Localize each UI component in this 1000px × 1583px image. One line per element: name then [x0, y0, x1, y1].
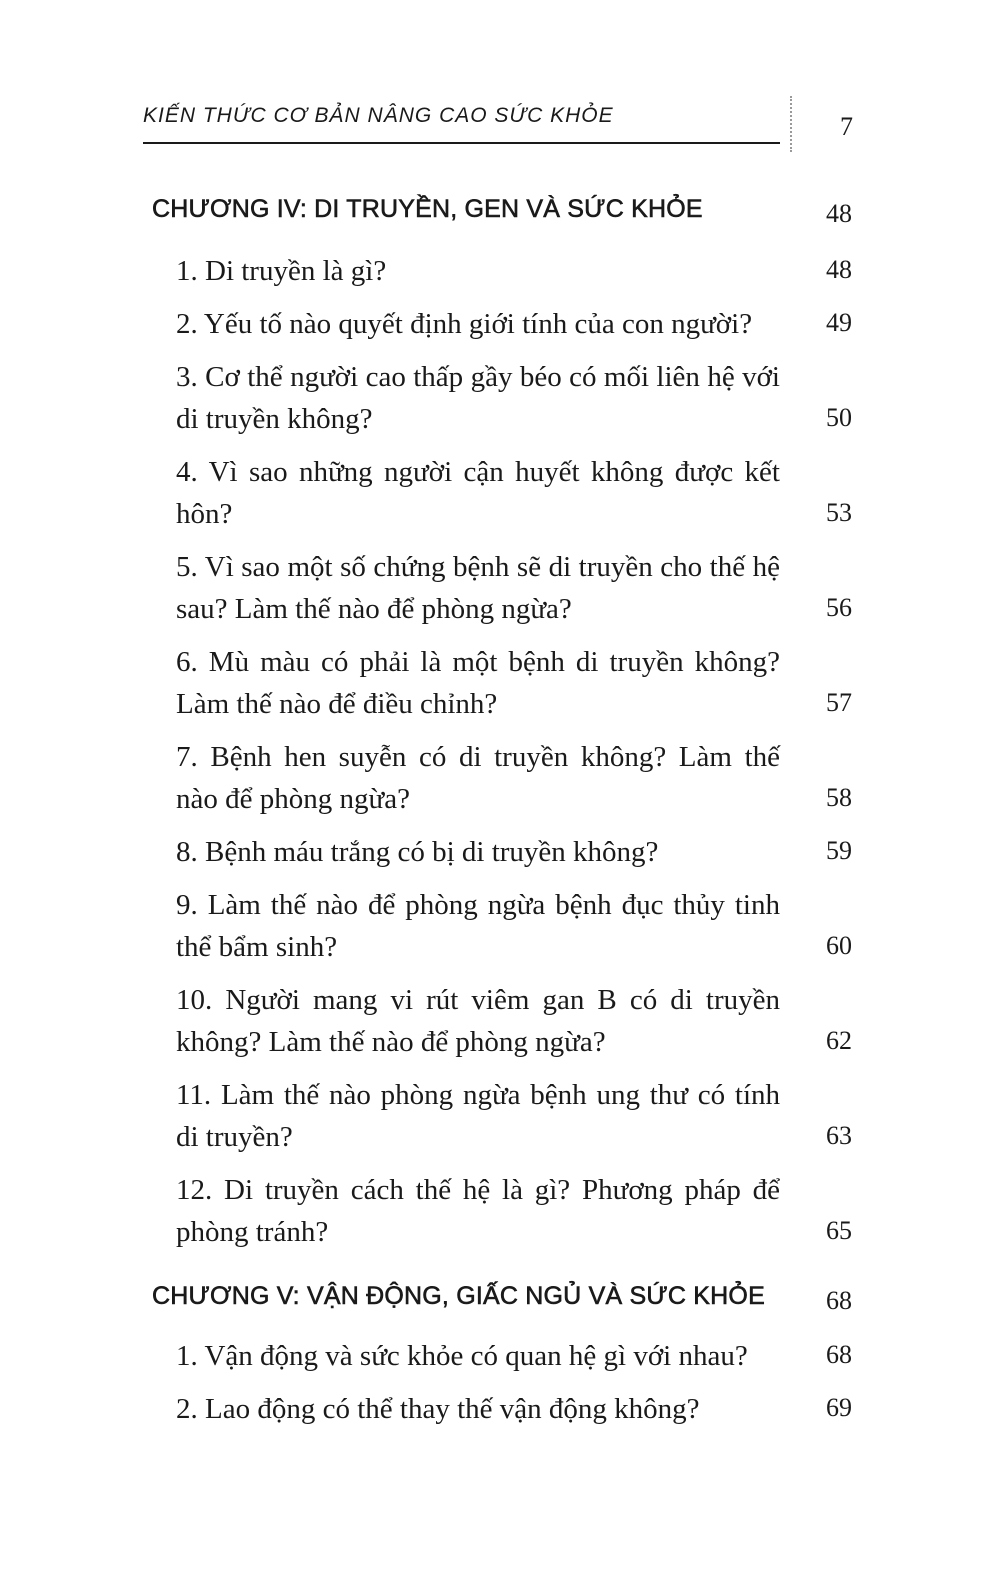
toc-entry[interactable]: [176, 736, 858, 820]
toc-entry[interactable]: [176, 1074, 858, 1158]
toc-entry-page-number: 65: [826, 1216, 852, 1245]
toc-entry-page-number: 59: [826, 836, 852, 865]
toc-entry-text: 8. Bệnh máu trắng có bị di truyền không?: [176, 836, 659, 868]
toc-entry[interactable]: [176, 303, 858, 345]
chapter-title: CHƯƠNG V: VẬN ĐỘNG, GIẤC NGỦ VÀ SỨC KHỎE: [152, 1282, 765, 1310]
toc-entry-text: 9. Làm thế nào để phòng ngừa bệnh đục thủy tinh thể bẩm sinh?: [176, 889, 780, 963]
toc-entry-page-number: 50: [826, 403, 852, 432]
toc-entry-page-number: 63: [826, 1121, 852, 1150]
toc-entry-page-number: 56: [826, 593, 852, 622]
toc-entry[interactable]: [176, 979, 858, 1063]
toc-entry-page-number: 58: [826, 783, 852, 812]
toc-entry-text: 11. Làm thế nào phòng ngừa bệnh ung thư có tính di truyền?: [176, 1079, 780, 1153]
toc-entry-text: 1. Di truyền là gì?: [176, 255, 387, 287]
toc-entry[interactable]: [176, 831, 858, 873]
toc-entry-page-number: 69: [826, 1393, 852, 1422]
toc-entry-text: 6. Mù màu có phải là một bệnh di truyền không? Làm thế nào để điều chỉnh?: [176, 646, 780, 720]
toc-entry[interactable]: [176, 1169, 858, 1253]
toc-entry[interactable]: [176, 451, 858, 535]
toc-entry-text: 12. Di truyền cách thế hệ là gì? Phương pháp để phòng tránh?: [176, 1174, 780, 1248]
toc-entry-page-number: 62: [826, 1026, 852, 1055]
toc-entry-page-number: 60: [826, 931, 852, 960]
toc-entry[interactable]: [176, 250, 858, 292]
running-header-title: KIẾN THỨC CƠ BẢN NÂNG CAO SỨC KHỎE: [143, 104, 614, 127]
toc-entry-text: 10. Người mang vi rút viêm gan B có di truyền không? Làm thế nào để phòng ngừa?: [176, 984, 780, 1058]
toc-entry[interactable]: [176, 1388, 858, 1430]
toc-entry-text: 2. Yếu tố nào quyết định giới tính của con người?: [176, 308, 753, 340]
toc-entry-page-number: 57: [826, 688, 852, 717]
toc-entry-page-number: 53: [826, 498, 852, 527]
toc-entry-text: 7. Bệnh hen suyễn có di truyền không? Làm thế nào để phòng ngừa?: [176, 741, 780, 815]
toc-entry-page-number: 68: [826, 1340, 852, 1369]
page-number: 7: [840, 112, 853, 141]
chapter-page-number: 48: [826, 199, 852, 228]
chapter-page-number: 68: [826, 1286, 852, 1315]
toc-entry[interactable]: [176, 1335, 858, 1377]
toc-entry[interactable]: [176, 884, 858, 968]
toc-entry[interactable]: [176, 546, 858, 630]
toc-entry-text: 3. Cơ thể người cao thấp gầy béo có mối liên hệ với di truyền không?: [176, 361, 780, 435]
chapter-title: CHƯƠNG IV: DI TRUYỀN, GEN VÀ SỨC KHỎE: [152, 195, 703, 223]
toc-entry-text: 4. Vì sao những người cận huyết không được kết hôn?: [176, 456, 780, 530]
toc-entry[interactable]: [176, 356, 858, 440]
toc-entry-text: 2. Lao động có thể thay thế vận động không?: [176, 1393, 700, 1425]
toc-entry[interactable]: [176, 641, 858, 725]
toc-entry-text: 5. Vì sao một số chứng bệnh sẽ di truyền cho thế hệ sau? Làm thế nào để phòng ngừa?: [176, 551, 780, 625]
toc-entry-page-number: 49: [826, 308, 852, 337]
toc-entry-page-number: 48: [826, 255, 852, 284]
toc-entry-text: 1. Vận động và sức khỏe có quan hệ gì với nhau?: [176, 1340, 748, 1372]
